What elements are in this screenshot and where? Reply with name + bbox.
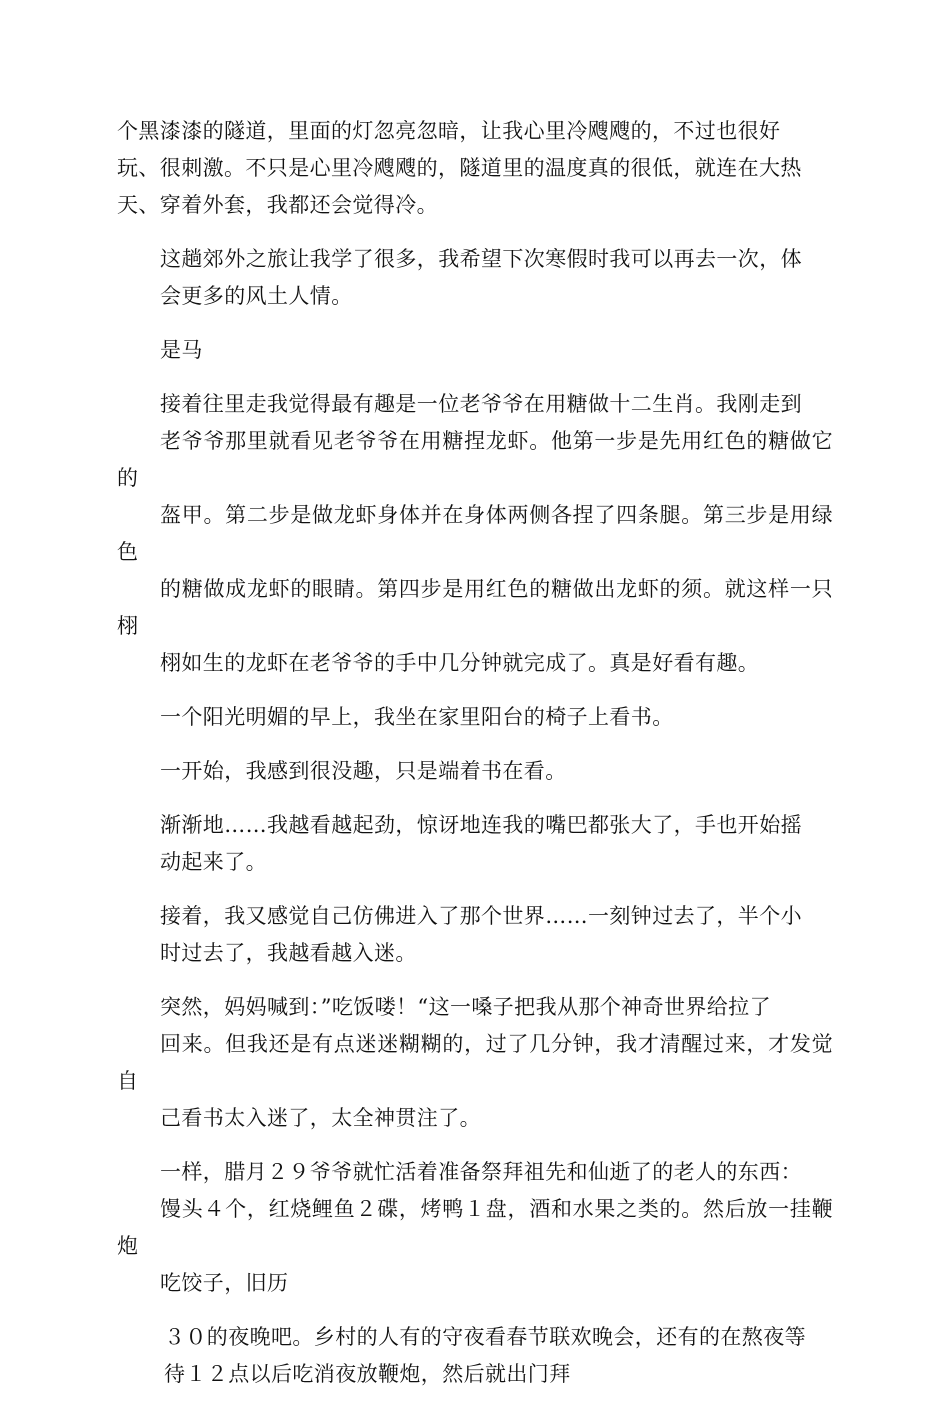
text-line: 一个阳光明媚的早上，我坐在家里阳台的椅子上看书。 bbox=[160, 705, 674, 729]
text-line: 渐渐地……我越看越起劲，惊讶地连我的嘴巴都张大了，手也开始摇 bbox=[160, 813, 802, 837]
text-line: 一开始，我感到很没趣，只是端着书在看。 bbox=[160, 759, 567, 783]
paragraph-mom-calls bbox=[117, 989, 833, 1137]
paragraph-gradually bbox=[117, 807, 833, 881]
text-line: 馒头４个，红烧鲤鱼２碟，烤鸭１盘，酒和水果之类的。然后放一挂鞭炮 bbox=[117, 1197, 833, 1258]
paragraph-sugar-lobster bbox=[117, 386, 833, 682]
paragraph-another-world bbox=[117, 898, 833, 972]
text-line: 己看书太入迷了，太全神贯注了。 bbox=[160, 1106, 481, 1130]
text-line: 是马 bbox=[160, 338, 203, 362]
text-line: 吃饺子，旧历 bbox=[160, 1271, 289, 1295]
text-line: 这趟郊外之旅让我学了很多，我希望下次寒假时我可以再去一次，体 bbox=[160, 247, 802, 271]
paragraph-trip-summary bbox=[117, 241, 833, 315]
text-line: 突然，妈妈喊到：”吃饭喽！“这一嗓子把我从那个神奇世界给拉了 bbox=[160, 995, 771, 1019]
text-line: 待１２点以后吃消夜放鞭炮，然后就出门拜 bbox=[164, 1362, 571, 1386]
document-body bbox=[117, 113, 833, 1410]
paragraph-at-first bbox=[117, 753, 833, 790]
paragraph-sunny-morning bbox=[117, 699, 833, 736]
text-line: 栩如生的龙虾在老爷爷的手中几分钟就完成了。真是好看有趣。 bbox=[160, 651, 760, 675]
text-line: 动起来了。 bbox=[160, 850, 267, 874]
paragraph-short-fragment bbox=[117, 332, 833, 369]
text-line: 老爷爷那里就看见老爷爷在用糖捏龙虾。他第一步是先用红色的糖做它的 bbox=[117, 429, 833, 490]
paragraph-tunnel-continuation bbox=[117, 113, 833, 224]
text-line: 个黑漆漆的隧道，里面的灯忽亮忽暗，让我心里冷飕飕的，不过也很好 bbox=[117, 119, 781, 143]
text-line: 一样，腊月２９爷爷就忙活着准备祭拜祖先和仙逝了的老人的东西： bbox=[160, 1160, 802, 1184]
text-line: 的糖做成龙虾的眼睛。第四步是用红色的糖做出龙虾的须。就这样一只栩 bbox=[117, 577, 833, 638]
text-line: 会更多的风土人情。 bbox=[160, 284, 353, 308]
text-line: 天、穿着外套，我都还会觉得冷。 bbox=[117, 193, 438, 217]
text-line: 回来。但我还是有点迷迷糊糊的，过了几分钟，我才清醒过来，才发觉自 bbox=[117, 1032, 833, 1093]
paragraph-new-year-eve bbox=[117, 1319, 833, 1393]
text-line: 时过去了，我越看越入迷。 bbox=[160, 941, 417, 965]
text-line: 玩、很刺激。不只是心里冷飕飕的，隧道里的温度真的很低，就连在大热 bbox=[117, 156, 802, 180]
paragraph-new-year-preparation bbox=[117, 1154, 833, 1302]
text-line: 接着往里走我觉得最有趣是一位老爷爷在用糖做十二生肖。我刚走到 bbox=[160, 392, 802, 416]
text-line: 盔甲。第二步是做龙虾身体并在身体两侧各捏了四条腿。第三步是用绿色 bbox=[117, 503, 833, 564]
text-line: ３０的夜晚吧。乡村的人有的守夜看春节联欢晚会，还有的在熬夜等 bbox=[164, 1325, 806, 1349]
text-line: 接着，我又感觉自己仿佛进入了那个世界……一刻钟过去了，半个小 bbox=[160, 904, 802, 928]
